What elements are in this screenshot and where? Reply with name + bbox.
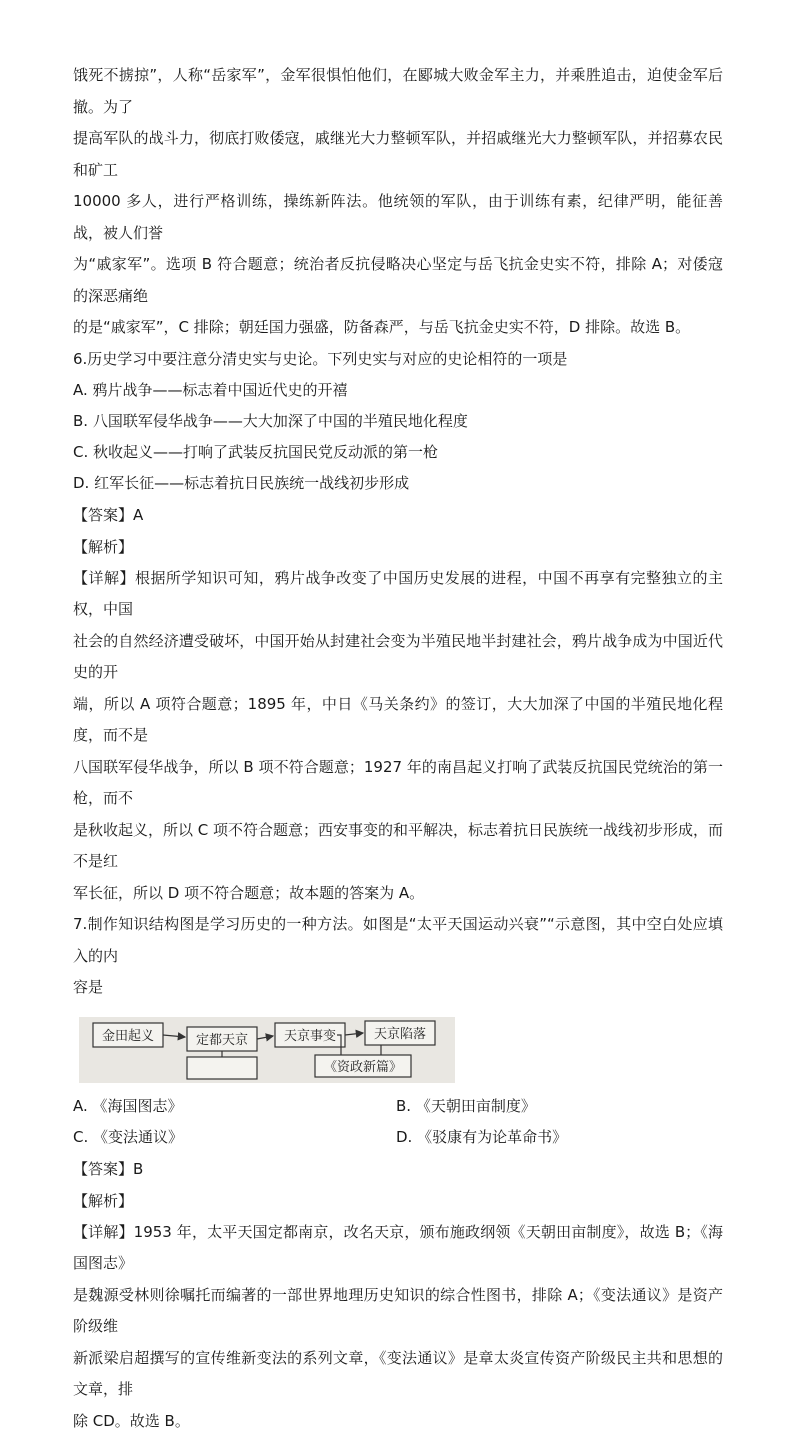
question-7-options bbox=[73, 1091, 723, 1153]
question-7-analysis-label: 【解析】 bbox=[73, 1185, 723, 1217]
diagram-arrow bbox=[257, 1036, 273, 1039]
knowledge-structure-diagram bbox=[79, 1017, 455, 1083]
text-line: 八国联军侵华战争，所以 B 项不符合题意；1927 年的南昌起义打响了武装反抗国民党统治的第一枪，而不 bbox=[73, 752, 723, 815]
question-7 bbox=[73, 909, 723, 1437]
text-line: 除 CD。故选 B。 bbox=[73, 1406, 723, 1437]
question-7-stem-line: 容是 bbox=[73, 972, 723, 1004]
question-7-option-d: D. 《驳康有为论革命书》 bbox=[396, 1122, 723, 1153]
diagram-arrow bbox=[345, 1033, 363, 1035]
text-line: 新派梁启超撰写的宣传维新变法的系列文章，《变法通议》是章太炎宣传资产阶级民主共和思想的文章，排 bbox=[73, 1343, 723, 1406]
text-line: 是秋收起义，所以 C 项不符合题意；西安事变的和平解决，标志着抗日民族统一战线初步形成，而不是红 bbox=[73, 815, 723, 878]
text-line: 是魏源受林则徐嘱托而编著的一部世界地理历史知识的综合性图书，排除 A；《变法通议》是资产阶级维 bbox=[73, 1280, 723, 1343]
question-7-detail bbox=[73, 1217, 723, 1437]
answer-label: 【答案】 bbox=[73, 506, 133, 524]
answer-value: A bbox=[133, 506, 143, 524]
question-6-answer bbox=[73, 499, 723, 531]
text-line: 社会的自然经济遭受破坏，中国开始从封建社会变为半殖民地半封建社会，鸦片战争成为中国近代史的开 bbox=[73, 626, 723, 689]
question-6-detail bbox=[73, 563, 723, 910]
diagram-svg bbox=[79, 1017, 455, 1083]
text-line: 【详解】1953 年，太平天国定都南京，改名天京，颁布施政纲领《天朝田亩制度》，故选 B；《海国图志》 bbox=[73, 1217, 723, 1280]
question-6-option-c: C. 秋收起义——打响了武装反抗国民党反动派的第一枪 bbox=[73, 437, 723, 468]
question-6 bbox=[73, 344, 723, 910]
question-7-stem-line: 7.制作知识结构图是学习历史的一种方法。如图是“太平天国运动兴衰”“示意图，其中空白处应填入的内 bbox=[73, 909, 723, 972]
question-6-analysis-label: 【解析】 bbox=[73, 531, 723, 563]
diagram-box-4-label: 天京陷落 bbox=[374, 1026, 426, 1042]
intro-paragraph bbox=[73, 60, 723, 344]
document-content bbox=[73, 60, 723, 1437]
diagram-box-2-label: 定都天京 bbox=[196, 1032, 248, 1048]
diagram-arrow bbox=[163, 1035, 185, 1037]
question-6-option-a: A. 鸦片战争——标志着中国近代史的开禧 bbox=[73, 375, 723, 406]
answer-label: 【答案】 bbox=[73, 1160, 133, 1178]
text-line: 军长征，所以 D 项不符合题意；故本题的答案为 A。 bbox=[73, 878, 723, 910]
diagram-box-blank bbox=[187, 1057, 257, 1079]
text-line: 饿死不掳掠”，人称“岳家军”，金军很惧怕他们，在郾城大败金军主力，并乘胜追击，迫使金军后撤。为了 bbox=[73, 60, 723, 123]
question-7-option-a: A. 《海国图志》 bbox=[73, 1091, 396, 1122]
diagram-box-3-label: 天京事变 bbox=[284, 1028, 336, 1044]
answer-value: B bbox=[133, 1160, 143, 1178]
text-line: 提高军队的战斗力，彻底打败倭寇，戚继光大力整顿军队，并招戚继光大力整顿军队，并招募农民和矿工 bbox=[73, 123, 723, 186]
text-line: 端，所以 A 项符合题意；1895 年，中日《马关条约》的签订，大大加深了中国的半殖民地化程度，而不是 bbox=[73, 689, 723, 752]
text-line: 为“戚家军”。选项 B 符合题意；统治者反抗侵略决心坚定与岳飞抗金史实不符，排除 A；对倭寇的深恶痛绝 bbox=[73, 249, 723, 312]
text-line: 的是“戚家军”，C 排除；朝廷国力强盛，防备森严，与岳飞抗金史实不符，D 排除。故选 B。 bbox=[73, 312, 723, 344]
question-6-stem: 6.历史学习中要注意分清史实与史论。下列史实与对应的史论相符的一项是 bbox=[73, 344, 723, 375]
diagram-box-1-label: 金田起义 bbox=[102, 1028, 154, 1044]
question-7-option-c: C. 《变法通议》 bbox=[73, 1122, 396, 1153]
text-line: 【详解】根据所学知识可知，鸦片战争改变了中国历史发展的进程，中国不再享有完整独立的主权，中国 bbox=[73, 563, 723, 626]
question-6-option-d: D. 红军长征——标志着抗日民族统一战线初步形成 bbox=[73, 468, 723, 499]
question-7-answer bbox=[73, 1153, 723, 1185]
diagram-box-6-label: 《资政新篇》 bbox=[324, 1059, 402, 1075]
text-line: 10000 多人，进行严格训练，操练新阵法。他统领的军队，由于训练有素，纪律严明，能征善战，被人们誉 bbox=[73, 186, 723, 249]
question-6-option-b: B. 八国联军侵华战争——大大加深了中国的半殖民地化程度 bbox=[73, 406, 723, 437]
question-7-option-b: B. 《天朝田亩制度》 bbox=[396, 1091, 723, 1122]
